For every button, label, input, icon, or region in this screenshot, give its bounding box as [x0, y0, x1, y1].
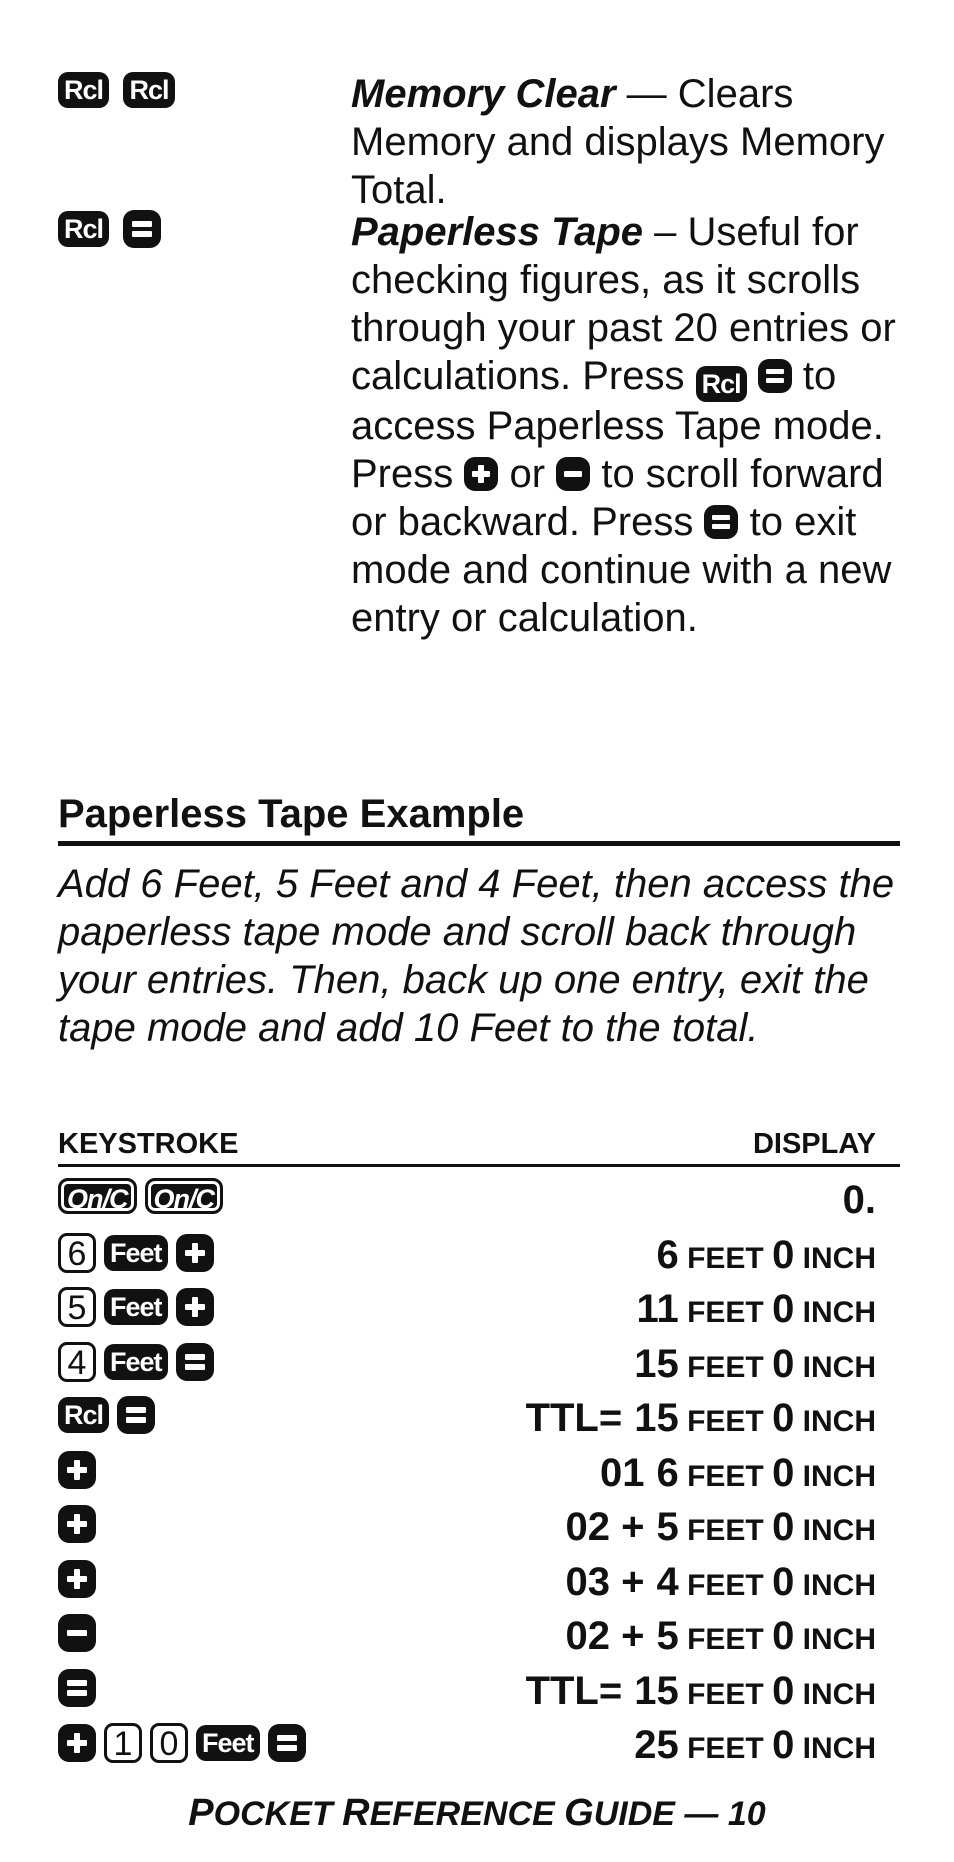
inch-value: 0	[772, 1668, 795, 1713]
footer-text: POCKET REFERENCE GUIDE — 10	[188, 1792, 766, 1834]
table-row	[58, 1501, 900, 1553]
on-clear-key-icon: On/C	[145, 1178, 224, 1214]
feet-value: 6	[656, 1450, 679, 1495]
feet-unit: FEET	[678, 1568, 773, 1602]
example-heading: Paperless Tape Example	[58, 790, 900, 846]
minus-key-icon	[556, 457, 590, 491]
plus-key-icon	[176, 1234, 214, 1272]
inch-unit: INCH	[794, 1350, 876, 1384]
keystroke-column-header: KEYSTROKE	[58, 1128, 239, 1160]
table-row	[58, 1556, 900, 1608]
display-cell	[566, 1556, 876, 1612]
memory-clear-section	[58, 70, 918, 212]
example-instructions: Add 6 Feet, 5 Feet and 4 Feet, then access the paperless tape mode and scroll back through your entries. Then, back up one entry, exit the tape mode and add 10 Feet to the total.	[58, 862, 895, 1050]
keystroke-cell	[58, 1396, 163, 1434]
dash: –	[643, 210, 688, 254]
table-row	[58, 1229, 900, 1281]
inch-unit: INCH	[794, 1405, 876, 1438]
feet-value: 11	[636, 1287, 679, 1331]
feet-value: 6	[656, 1232, 679, 1277]
table-row	[58, 1610, 900, 1662]
display-cell	[526, 1665, 876, 1721]
page-footer	[0, 1792, 954, 1835]
memory-clear-keys	[58, 72, 185, 108]
plus-key-icon	[58, 1560, 96, 1598]
on-clear-key-icon: On/C	[58, 1178, 137, 1214]
paperless-tape-text	[351, 208, 921, 642]
display-prefix: 02 +	[565, 1505, 645, 1549]
display-column-header: DISPLAY	[752, 1128, 876, 1160]
paperless-tape-keys	[58, 210, 171, 248]
inch-unit: INCH	[794, 1296, 876, 1329]
digit-4-key-icon: 4	[58, 1342, 96, 1382]
paperless-tape-section	[58, 208, 918, 768]
table-header	[58, 1124, 900, 1167]
keystroke-cell	[58, 1560, 104, 1598]
inch-value: 0	[772, 1450, 795, 1495]
inch-value: 0	[772, 1232, 795, 1277]
table-row	[58, 1719, 900, 1771]
inch-value: 0	[772, 1614, 795, 1658]
rcl-key-icon: Rcl	[58, 211, 109, 247]
paperless-tape-desc-3: to scroll forward or backward.	[351, 452, 884, 544]
press-word: Press	[351, 452, 454, 496]
display-cell	[656, 1229, 876, 1285]
keystroke-cell	[58, 1614, 104, 1652]
paperless-tape-desc-1: Useful for checking figures, as it scrolls through your past 20 entries or calculations.	[351, 210, 896, 398]
feet-value: 5	[656, 1614, 679, 1658]
display-cell	[634, 1338, 876, 1394]
minus-key-icon	[58, 1614, 96, 1652]
feet-key-icon: Feet	[104, 1235, 168, 1271]
feet-key-icon: Feet	[196, 1725, 260, 1761]
press-word: Press	[582, 354, 685, 398]
or-word: or	[509, 452, 546, 496]
rcl-key-icon: Rcl	[58, 1397, 109, 1433]
keystroke-cell	[58, 1451, 104, 1489]
equals-key-icon	[758, 359, 792, 393]
inch-value: 0	[772, 1723, 795, 1767]
paperless-tape-desc-2: to access Paperless Tape mode.	[351, 354, 884, 448]
display-cell	[843, 1174, 876, 1226]
keystroke-cell	[58, 1287, 222, 1327]
table-row	[58, 1338, 900, 1390]
feet-unit: FEET	[678, 1623, 773, 1656]
rcl-key-icon: Rcl	[58, 72, 109, 108]
dash: —	[615, 72, 678, 116]
table-row	[58, 1665, 900, 1717]
display-cell	[600, 1447, 876, 1503]
display-cell	[566, 1501, 876, 1557]
inch-unit: INCH	[794, 1732, 876, 1765]
feet-unit: FEET	[678, 1296, 773, 1329]
feet-key-icon: Feet	[104, 1289, 168, 1325]
memory-clear-term: Memory Clear	[351, 72, 616, 116]
inch-value: 0	[772, 1341, 795, 1386]
keystroke-cell	[58, 1669, 104, 1707]
keystroke-cell	[58, 1233, 222, 1273]
paperless-tape-term: Paperless Tape	[351, 210, 644, 254]
memory-clear-description: Clears Memory and displays Memory Total.	[351, 72, 885, 212]
keystroke-cell	[58, 1723, 314, 1763]
feet-value: 25	[634, 1723, 679, 1767]
plus-key-icon	[58, 1724, 96, 1762]
inch-unit: INCH	[794, 1241, 876, 1275]
inch-value: 0	[772, 1396, 795, 1440]
feet-unit: FEET	[678, 1241, 773, 1275]
table-row	[58, 1283, 900, 1335]
keystroke-cell	[58, 1342, 222, 1382]
equals-key-icon	[117, 1396, 155, 1434]
digit-6-key-icon: 6	[58, 1233, 96, 1273]
feet-unit: FEET	[678, 1677, 773, 1711]
rcl-key-icon: Rcl	[696, 366, 747, 402]
rcl-key-icon: Rcl	[123, 72, 174, 108]
equals-key-icon	[123, 210, 161, 248]
feet-unit: FEET	[678, 1459, 773, 1493]
equals-key-icon	[704, 505, 738, 539]
display-prefix: TTL=	[525, 1668, 623, 1713]
plus-key-icon	[58, 1451, 96, 1489]
equals-key-icon	[176, 1343, 214, 1381]
display-prefix: 01	[599, 1450, 645, 1495]
feet-value: 4	[656, 1559, 679, 1604]
feet-value: 15	[634, 1668, 679, 1713]
inch-unit: INCH	[794, 1568, 876, 1602]
plus-key-icon	[464, 457, 498, 491]
display-prefix: 02 +	[565, 1614, 645, 1658]
plus-key-icon	[176, 1288, 214, 1326]
press-word: Press	[591, 500, 694, 544]
display-cell	[634, 1719, 876, 1775]
feet-value: 15	[634, 1396, 679, 1440]
table-row	[58, 1174, 900, 1226]
memory-clear-text	[351, 70, 921, 214]
display-prefix: TTL=	[525, 1396, 623, 1440]
equals-key-icon	[268, 1724, 306, 1762]
equals-key-icon	[58, 1669, 96, 1707]
inch-value: 0	[772, 1505, 795, 1549]
inch-unit: INCH	[794, 1459, 876, 1493]
keystroke-cell	[58, 1178, 231, 1214]
display-cell	[526, 1392, 876, 1448]
table-row	[58, 1447, 900, 1499]
digit-1-key-icon: 1	[104, 1723, 142, 1763]
display-cell	[566, 1610, 876, 1666]
table-row	[58, 1392, 900, 1444]
keystroke-cell	[58, 1505, 104, 1543]
inch-unit: INCH	[794, 1677, 876, 1711]
feet-unit: FEET	[678, 1514, 773, 1547]
feet-key-icon: Feet	[104, 1344, 168, 1380]
feet-unit: FEET	[678, 1405, 773, 1438]
digit-5-key-icon: 5	[58, 1287, 96, 1327]
feet-value: 5	[656, 1505, 679, 1549]
inch-value: 0	[772, 1287, 795, 1331]
feet-unit: FEET	[678, 1350, 773, 1384]
feet-value: 15	[634, 1341, 679, 1386]
display-prefix: 03 +	[565, 1559, 645, 1604]
digit-0-key-icon: 0	[150, 1723, 188, 1763]
inch-value: 0	[772, 1559, 795, 1604]
plus-key-icon	[58, 1505, 96, 1543]
display-cell	[636, 1283, 876, 1339]
inch-unit: INCH	[794, 1623, 876, 1656]
feet-unit: FEET	[678, 1732, 773, 1765]
display-value: 0.	[842, 1178, 876, 1222]
paperless-tape-desc-4: to exit mode and continue with a new entry or calculation.	[351, 500, 892, 640]
inch-unit: INCH	[794, 1514, 876, 1547]
